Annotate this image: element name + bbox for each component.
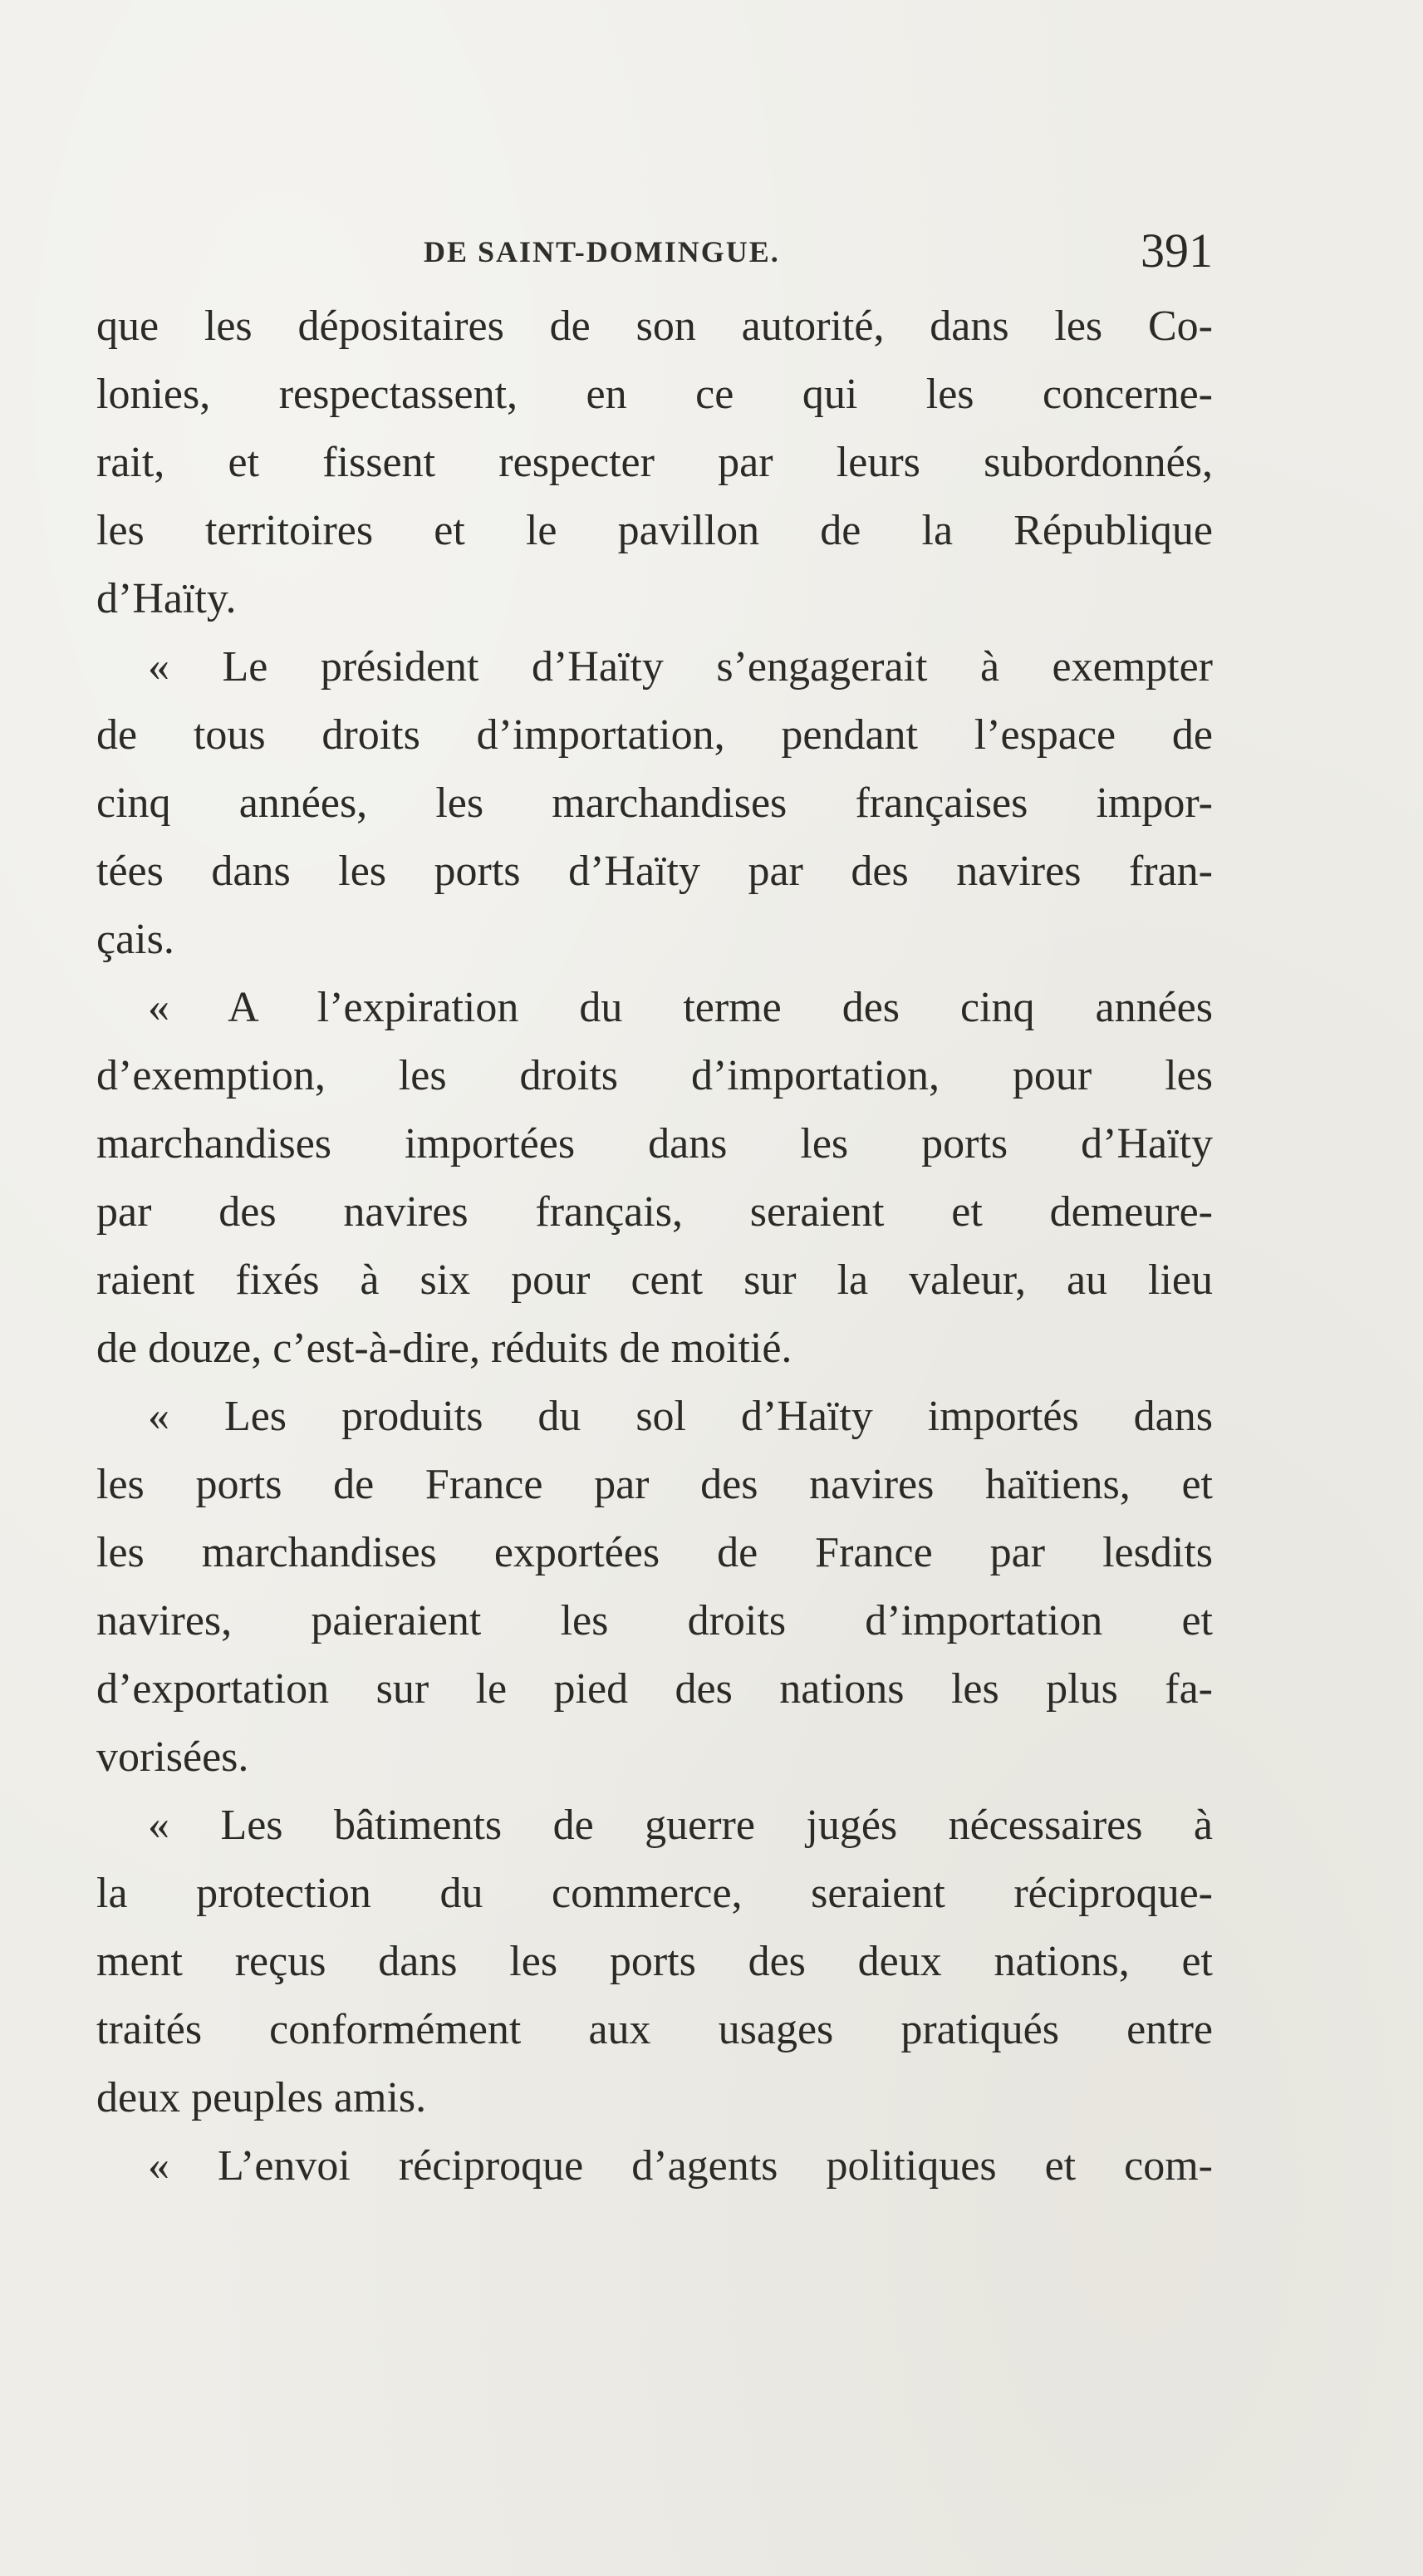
- text-line: marchandises importées dans les ports d’Haïty: [96, 1120, 1213, 1168]
- text-line: d’exemption, les droits d’importation, pour les: [96, 1052, 1213, 1099]
- text-line: traités conformément aux usages pratiqués entre: [96, 2006, 1213, 2053]
- text-line: de douze, c’est-à-dire, réduits de moitié.: [96, 1325, 792, 1372]
- text-line: d’exportation sur le pied des nations les plus fa-: [96, 1665, 1213, 1713]
- text-line: ment reçus dans les ports des deux nations, et: [96, 1938, 1213, 1985]
- text-line: les ports de France par des navires haïtiens, et: [96, 1461, 1213, 1508]
- text-line: cinq années, les marchandises françaises impor-: [96, 779, 1213, 827]
- running-head: DE SAINT-DOMINGUE.: [424, 235, 780, 268]
- paragraph: [96, 633, 1213, 974]
- text-line: la protection du commerce, seraient réciproque-: [96, 1870, 1213, 1917]
- text-line: « Les produits du sol d’Haïty importés dans: [148, 1393, 1213, 1440]
- text-line: raient fixés à six pour cent sur la valeur, au lieu: [96, 1256, 1213, 1304]
- text-line: « L’envoi réciproque d’agents politiques et com-: [148, 2142, 1213, 2190]
- text-line: deux peuples amis.: [96, 2074, 427, 2121]
- text-line: les marchandises exportées de France par lesdits: [96, 1529, 1213, 1576]
- text-line: « Les bâtiments de guerre jugés nécessaires à: [148, 1802, 1213, 1849]
- paragraph: [96, 974, 1213, 1383]
- text-line: navires, paieraient les droits d’importation et: [96, 1597, 1213, 1644]
- text-line: lonies, respectassent, en ce qui les concerne-: [96, 371, 1213, 418]
- text-line: de tous droits d’importation, pendant l’espace de: [96, 711, 1213, 759]
- paragraph: [96, 1383, 1213, 1792]
- text-line: les territoires et le pavillon de la République: [96, 507, 1213, 554]
- paragraph: [96, 2132, 1213, 2200]
- text-line: tées dans les ports d’Haïty par des navires fran-: [96, 848, 1213, 895]
- text-line: « A l’expiration du terme des cinq années: [148, 984, 1213, 1031]
- page-number: 391: [1141, 224, 1213, 278]
- text-line: par des navires français, seraient et demeure-: [96, 1188, 1213, 1236]
- page-header: [96, 223, 1213, 289]
- paragraph: [96, 1792, 1213, 2132]
- text-line: vorisées.: [96, 1733, 249, 1781]
- text-line: d’Haïty.: [96, 575, 237, 622]
- text-line: « Le président d’Haïty s’engagerait à exempter: [148, 643, 1213, 691]
- paragraph: [96, 293, 1213, 633]
- text-line: que les dépositaires de son autorité, dans les Co-: [96, 302, 1213, 350]
- body-text: [96, 293, 1213, 2200]
- text-line: çais.: [96, 916, 174, 963]
- text-line: rait, et fissent respecter par leurs subordonnés,: [96, 439, 1213, 486]
